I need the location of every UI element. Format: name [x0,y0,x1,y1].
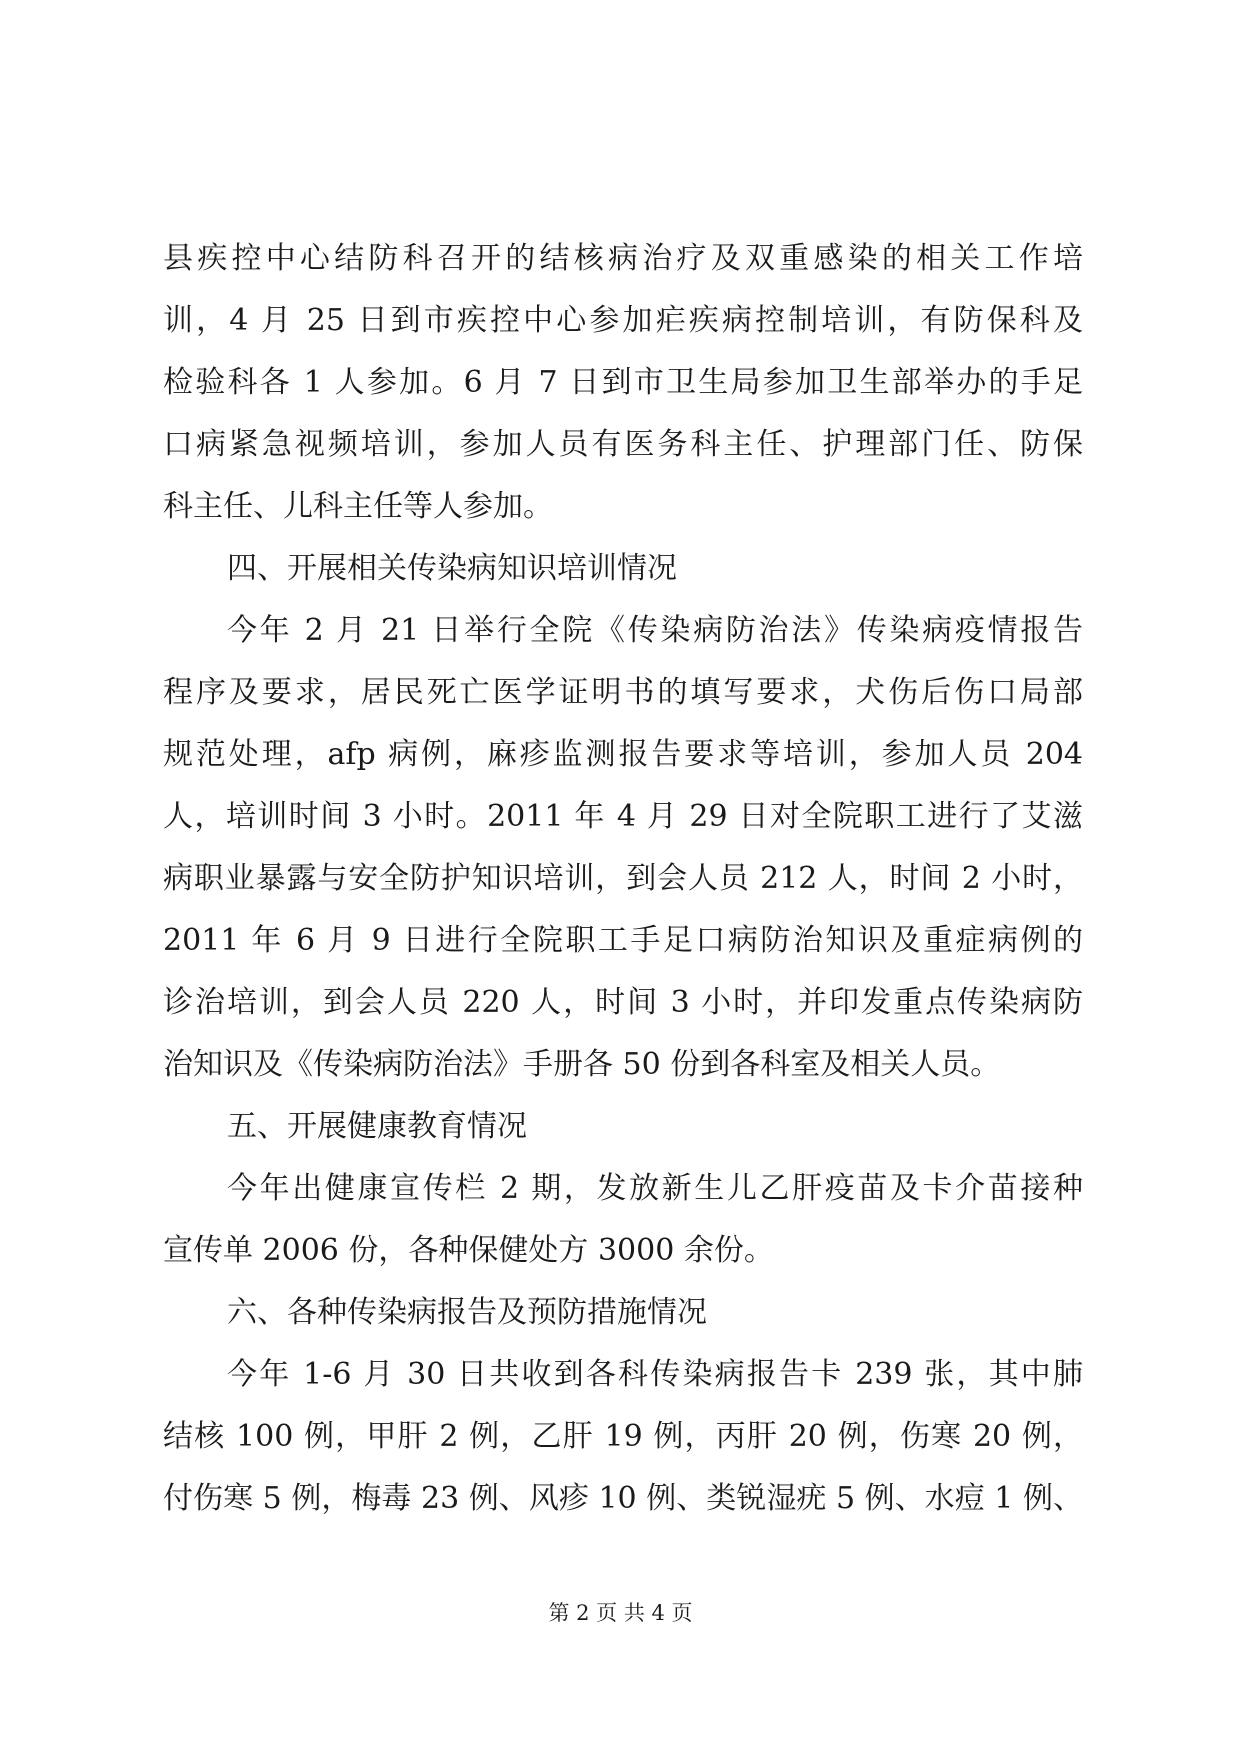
text-line: 口病紧急视频培训，参加人员有医务科主任、护理部门任、防保 [163,427,1083,462]
text-line: 县疾控中心结防科召开的结核病治疗及双重感染的相关工作培 [163,241,1083,276]
text-line: 诊治培训，到会人员 220 人，时间 3 小时，并印发重点传染病防 [163,985,1083,1020]
text-line: 治知识及《传染病防治法》手册各 50 份到各科室及相关人员。 [163,1047,1001,1082]
text-line: 结核 100 例，甲肝 2 例，乙肝 19 例，丙肝 20 例，伤寒 20 例， [163,1419,1083,1454]
section-heading: 五、开展健康教育情况 [227,1109,527,1144]
document-body [163,228,1083,1530]
text-line: 宣传单 2006 份，各种保健处方 3000 余份。 [163,1233,774,1268]
text-line: 今年 2 月 21 日举行全院《传染病防治法》传染病疫情报告 [227,613,1083,648]
text-line: 检验科各 1 人参加。6 月 7 日到市卫生局参加卫生部举办的手足 [163,365,1083,400]
text-line: 付伤寒 5 例，梅毒 23 例、风疹 10 例、类锐湿疣 5 例、水痘 1 例、 [163,1481,1083,1516]
text-line: 人，培训时间 3 小时。2011 年 4 月 29 日对全院职工进行了艾滋 [163,799,1083,834]
text-line: 今年出健康宣传栏 2 期，发放新生儿乙肝疫苗及卡介苗接种 [227,1171,1083,1206]
text-line: 科主任、儿科主任等人参加。 [163,489,553,524]
text-line: 规范处理，afp 病例，麻疹监测报告要求等培训，参加人员 204 [163,737,1083,772]
page-number-footer: 第 2 页 共 4 页 [548,1601,693,1625]
text-line: 2011 年 6 月 9 日进行全院职工手足口病防治知识及重症病例的 [163,923,1083,958]
text-line: 今年 1-6 月 30 日共收到各科传染病报告卡 239 张，其中肺 [227,1357,1083,1392]
section-heading: 四、开展相关传染病知识培训情况 [227,551,677,586]
section-heading: 六、各种传染病报告及预防措施情况 [227,1295,707,1330]
text-line: 病职业暴露与安全防护知识培训，到会人员 212 人，时间 2 小时， [163,861,1083,896]
text-line: 程序及要求，居民死亡医学证明书的填写要求，犬伤后伤口局部 [163,675,1083,710]
text-line: 训，4 月 25 日到市疾控中心参加疟疾病控制培训，有防保科及 [163,303,1083,338]
